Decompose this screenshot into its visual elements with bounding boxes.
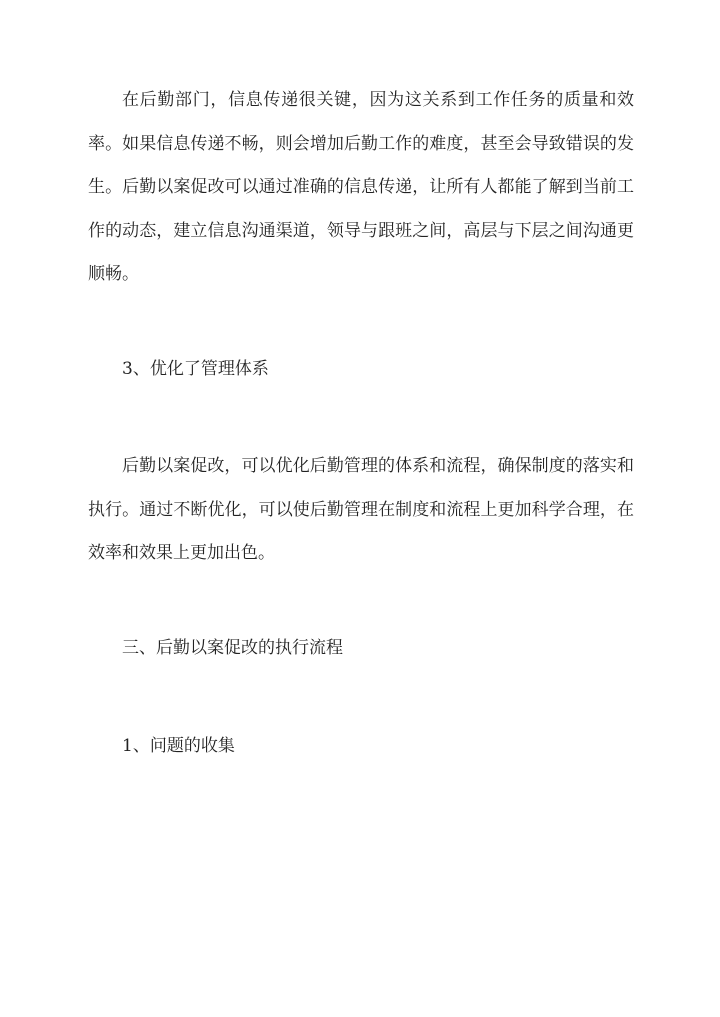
subheading-optimize-management: 3、优化了管理体系 xyxy=(122,359,269,379)
section-heading-execution-process: 三、后勤以案促改的执行流程 xyxy=(122,638,343,658)
body-paragraph-management-system: 后勤以案促改，可以优化后勤管理的体系和流程，确保制度的落实和执行。通过不断优化，可以使后勤管理在制度和流程上更加科学合理，在效率和效果上更加出色。 xyxy=(88,456,634,563)
subheading-problem-collection: 1、问题的收集 xyxy=(122,736,235,756)
body-paragraph-information-transfer: 在后勤部门，信息传递很关键，因为这关系到工作任务的质量和效率。如果信息传递不畅，则会增加后勤工作的难度，甚至会导致错误的发生。后勤以案促改可以通过准确的信息传递，让所有人都能了解到当前工作的动态，建立信息沟通渠道，领导与跟班之间，高层与下层之间沟通更顺畅。 xyxy=(88,90,634,284)
